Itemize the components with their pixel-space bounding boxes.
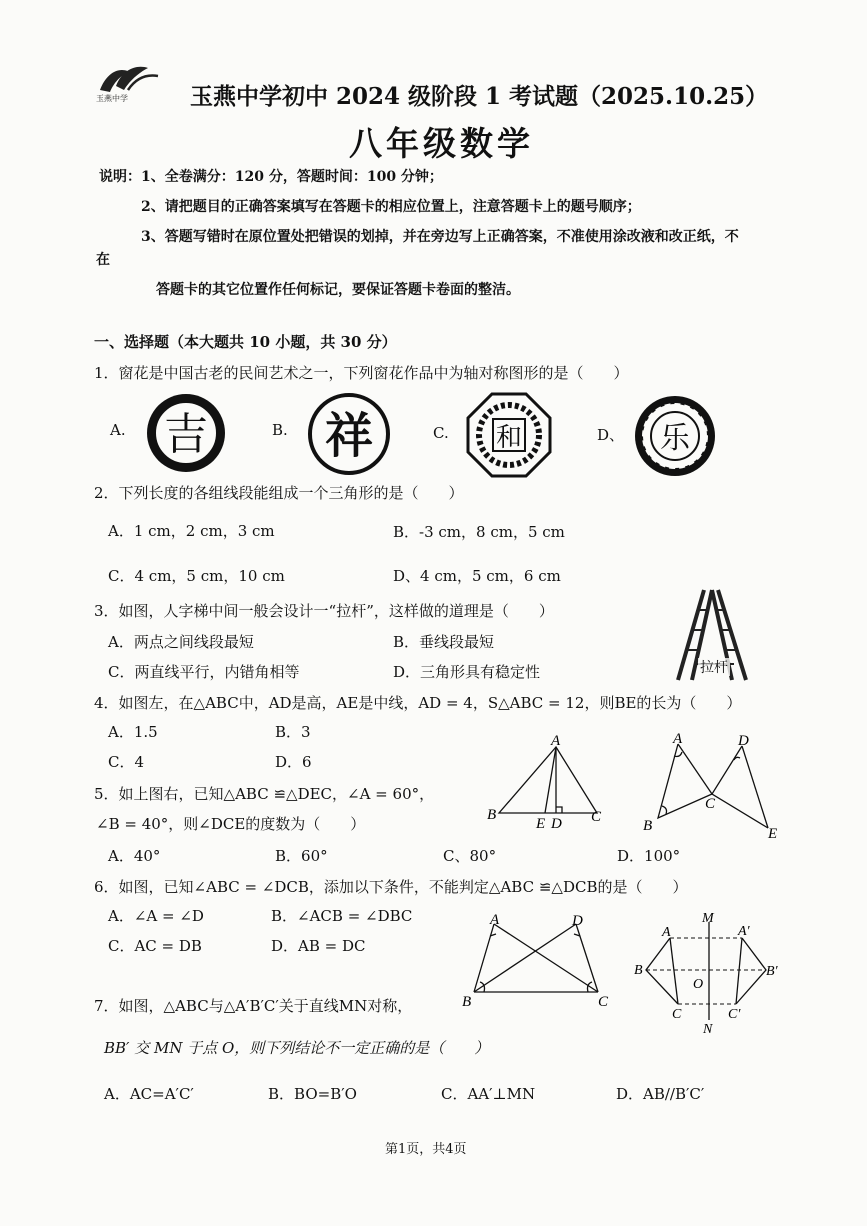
figure-q6-triangles [460,910,615,1010]
q7-option-b: B．BO=B′O [268,1085,357,1103]
section-1-title: 一、选择题（本大题共 10 小题，共 30 分） [94,333,397,351]
label-C: C [672,1007,682,1022]
q7-option-d: D．AB//B′C′ [616,1085,705,1103]
q4-option-b: B．3 [275,723,311,741]
char-xiang: 祥 [324,408,374,464]
label-C: C [705,796,716,812]
label-B: B [643,818,653,834]
q5-option-d: D．100° [617,847,681,865]
q6-option-c: C．AC = DB [108,937,202,955]
ladder-figure [672,586,752,684]
char-ji: 吉 [164,409,208,460]
logo-text: 玉燕中学 [96,94,128,103]
note-1: 1、全卷满分：120 分，答题时间：100 分钟； [141,169,443,185]
q5-option-c: C、80° [443,847,497,865]
label-B: B [462,994,472,1010]
q5-stem-line1: 5．如上图右，已知△ABC ≌△DEC，∠A = 60°， [94,785,435,803]
exam-title: 玉燕中学初中 2024 级阶段 1 考试题（2025.10.25） [190,83,769,110]
label-C: C [591,809,602,825]
label-B: B [634,963,643,978]
paper-cut-le [633,394,717,478]
figure-q7-reflection [632,911,787,1037]
label-D: D [738,733,749,749]
label-A: A [673,731,683,747]
q7-option-a: A．AC=A′C′ [104,1085,194,1103]
q7-stem-line2: BB′ 交 MN 于点 O，则下列结论不一定正确的是（ ） [104,1039,490,1057]
paper-cut-he [466,392,552,478]
figure-q5-congruent [640,730,785,845]
q1-label-c: C. [433,424,449,442]
label-A-prime: A′ [738,924,750,939]
q6-option-b: B．∠ACB = ∠DBC [271,907,413,925]
q6-option-a: A．∠A = ∠D [108,907,204,925]
q3-option-a: A．两点之间线段最短 [108,633,254,651]
label-A: A [662,925,671,940]
figure-q4-triangle [485,735,610,835]
q7-option-c: C．AA′⊥MN [441,1085,536,1103]
school-logo [92,60,164,102]
label-C: C [598,994,609,1010]
label-B-prime: B′ [766,964,778,979]
q4-option-d: D．6 [275,753,312,771]
note-2: 2、请把题目的正确答案填写在答题卡的相应位置上，注意答题卡上的题号顺序； [141,199,641,215]
label-D: D [572,913,583,929]
q3-option-c: C．两直线平行，内错角相等 [108,663,300,681]
label-C-prime: C′ [728,1007,741,1022]
label-M: M [702,911,714,926]
q2-option-a: A．1 cm，2 cm，3 cm [108,522,275,540]
label-E: E [536,816,546,832]
label-N: N [703,1022,713,1037]
q3-option-d: D．三角形具有稳定性 [393,663,541,681]
label-E: E [768,826,778,842]
q4-option-c: C．4 [108,753,145,771]
q2-option-d: D、4 cm，5 cm，6 cm [393,567,561,585]
q4-option-a: A．1.5 [108,723,158,741]
q6-stem: 6．如图，已知∠ABC = ∠DCB，添加以下条件，不能判定△ABC ≌△DCB的是（ ） [94,878,688,896]
paper-cut-xiang [307,392,391,476]
note-4: 答题卡的其它位置作任何标记，要保证答题卡卷面的整洁。 [156,282,520,298]
q1-label-d: D、 [597,426,625,444]
q2-stem: 2．下列长度的各组线段能组成一个三角形的是（ ） [94,484,464,502]
page-footer: 第1页，共4页 [385,1142,467,1157]
q7-stem-line1: 7．如图，△ABC与△A′B′C′关于直线MN对称， [94,997,413,1015]
q3-option-b: B．垂线段最短 [393,633,495,651]
q4-stem: 4．如图左，在△ABC中，AD是高，AE是中线，AD = 4，S△ABC = 12，则BE的长为（ ） [94,694,742,712]
q5-stem-line2: ∠B = 40°，则∠DCE的度数为（ ） [96,815,366,833]
lagan-label: 拉杆 [700,660,728,676]
q3-stem: 3．如图，人字梯中间一般会设计一“拉杆”，这样做的道理是（ ） [94,602,554,620]
label-A: A [551,733,561,749]
q5-option-b: B．60° [275,847,328,865]
q1-label-a: A. [110,421,126,439]
label-A: A [490,912,500,928]
note-3-wrap: 在 [96,252,110,268]
q2-option-b: B．-3 cm，8 cm，5 cm [393,523,565,541]
label-B: B [487,807,497,823]
q1-stem: 1．窗花是中国古老的民间艺术之一，下列窗花作品中为轴对称图形的是（ ） [94,364,629,382]
q1-label-b: B. [272,421,288,439]
notes-prefix: 说明： [99,169,141,185]
q6-option-d: D．AB = DC [271,937,366,955]
paper-cut-ji [145,392,227,474]
char-he: 和 [495,423,523,453]
char-le: 乐 [660,421,690,456]
q2-option-c: C．4 cm，5 cm，10 cm [108,567,285,585]
q5-option-a: A．40° [108,847,161,865]
subject-title: 八年级数学 [349,124,534,163]
label-D: D [551,816,562,832]
note-3: 3、答题写错时在原位置处把错误的划掉，并在旁边写上正确答案，不准使用涂改液和改正纸，不 [141,229,739,245]
label-O: O [693,977,704,992]
